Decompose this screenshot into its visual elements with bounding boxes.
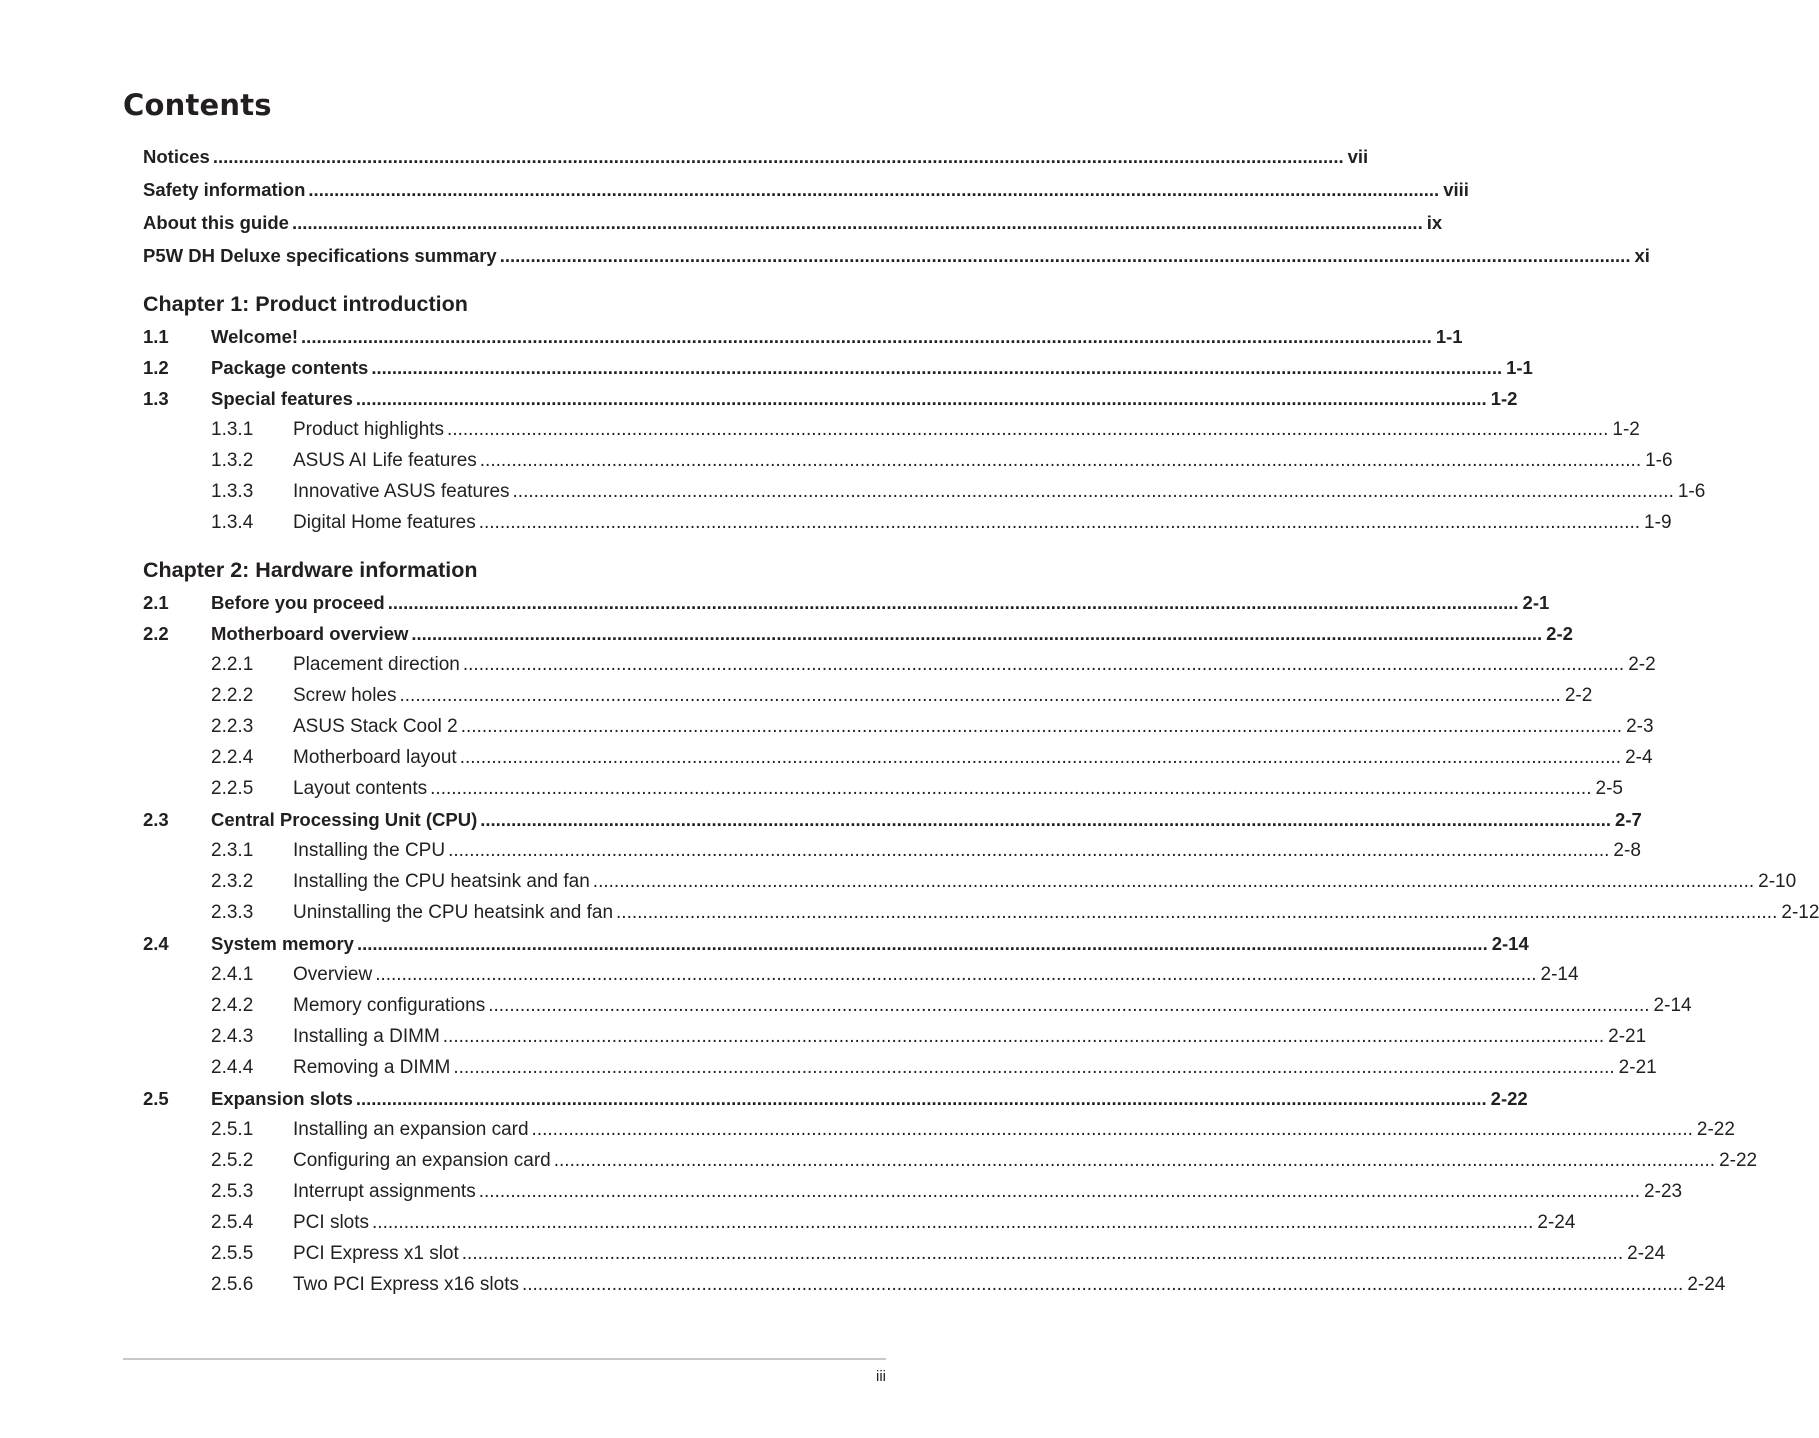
toc-entry-label: Two PCI Express x16 slots [293,1274,519,1295]
toc-entry-number: 2.4 [143,933,169,954]
toc-entry-page: 2-7 [1615,809,1642,830]
toc-entry-page: vii [1347,146,1369,167]
dot-leader: ............................................................................................................................................................................................................................ [448,840,1610,861]
toc-entry-number: 2.4.3 [211,1026,254,1047]
toc-entry-page: xi [1634,245,1650,266]
toc-entry-label: About this guide [143,212,289,233]
dot-leader: ............................................................................................................................................................................................................................ [212,146,1344,167]
dot-leader: ............................................................................................................................................................................................................................ [479,450,1642,471]
toc-entry-number: 2.3.3 [211,902,254,923]
toc-entry-page: 2-2 [1628,654,1656,675]
toc-entry-number: 1.3.3 [211,481,254,502]
chapter-heading[interactable]: Chapter 1: Product introduction [143,292,468,316]
toc-entry-label: PCI Express x1 slot [293,1243,459,1264]
dot-leader: ............................................................................................................................................................................................................................ [375,964,1537,985]
toc-entry-label: Layout contents [293,778,428,799]
chapter-entries [143,321,1706,538]
toc-entry-number: 2.4.1 [211,964,254,985]
toc-section-entry[interactable] [143,383,1518,414]
dot-leader: ............................................................................................................................................................................................................................ [592,871,1755,892]
toc-subsection-entry[interactable] [143,1021,1647,1052]
dot-leader: ............................................................................................................................................................................................................................ [442,1026,1605,1047]
toc-entry-number: 2.5.2 [211,1150,254,1171]
toc-entry-number: 1.3 [143,388,169,409]
toc-subsection-entry[interactable] [143,1114,1735,1145]
toc-entry-page: 2-12 [1781,902,1819,923]
toc-entry-page: 2-14 [1653,995,1692,1016]
toc-section-entry[interactable] [143,928,1529,959]
toc-entry-number: 1.3.1 [211,419,254,440]
toc-entry-page: 2-24 [1627,1243,1666,1264]
dot-leader: ............................................................................................................................................................................................................................ [616,902,1778,923]
toc-entry-page: 2-21 [1608,1026,1647,1047]
toc-entry-page: 1-2 [1612,419,1640,440]
toc-section-entry[interactable] [143,804,1642,835]
toc-entry-number: 2.3 [143,809,169,830]
dot-leader: ............................................................................................................................................................................................................................ [411,623,1543,644]
toc-entry-label: Installing the CPU [293,840,446,861]
dot-leader: ............................................................................................................................................................................................................................ [356,933,1488,954]
toc-entry-page: 2-8 [1613,840,1641,861]
toc-entry[interactable] [143,173,1469,206]
toc-entry-label: ASUS AI Life features [293,450,477,471]
toc-entry-number: 2.5 [143,1088,169,1109]
toc-entry-label: Installing a DIMM [293,1026,440,1047]
toc-entry-page: 1-6 [1645,450,1673,471]
toc-subsection-entry[interactable] [143,866,1797,897]
toc-subsection-entry[interactable] [143,1207,1576,1238]
toc-entry-page: 1-1 [1435,326,1463,347]
toc-entry-label: Digital Home features [293,512,476,533]
toc-entry-page: 2-10 [1758,871,1797,892]
toc-subsection-entry[interactable] [143,445,1673,476]
toc-entry-number: 2.5.1 [211,1119,254,1140]
chapter-1-section [143,287,1706,538]
toc-section-entry[interactable] [143,321,1463,352]
toc-subsection-entry[interactable] [143,649,1656,680]
toc-subsection-entry[interactable] [143,835,1641,866]
toc-entry-label: Memory configurations [293,995,486,1016]
toc-entry-label: Central Processing Unit (CPU) [211,809,478,830]
toc-entry-number: 2.2 [143,623,169,644]
toc-entry-label: ASUS Stack Cool 2 [293,716,458,737]
dot-leader: ............................................................................................................................................................................................................................ [462,654,1625,675]
toc-entry-label: Motherboard layout [293,747,457,768]
toc-section-entry[interactable] [143,352,1533,383]
toc-entry-number: 1.3.2 [211,450,254,471]
footer-divider [123,1358,886,1360]
toc-subsection-entry[interactable] [143,959,1579,990]
toc-subsection-entry[interactable] [143,990,1692,1021]
toc-subsection-entry[interactable] [143,507,1672,538]
toc-entry-label: Installing the CPU heatsink and fan [293,871,590,892]
dot-leader: ............................................................................................................................................................................................................................ [308,179,1440,200]
toc-entry-page: 2-24 [1687,1274,1726,1295]
dot-leader: ............................................................................................................................................................................................................................ [460,716,1623,737]
chapter-2-section [143,553,1819,1300]
toc-entry-label: Screw holes [293,685,397,706]
toc-subsection-entry[interactable] [143,680,1593,711]
toc-entry-page: 2-23 [1644,1181,1683,1202]
dot-leader: ............................................................................................................................................................................................................................ [430,778,1592,799]
toc-section-entry[interactable] [143,1083,1528,1114]
toc-entry[interactable] [143,140,1369,173]
toc-entry-page: 2-14 [1540,964,1579,985]
dot-leader: ............................................................................................................................................................................................................................ [478,512,1641,533]
toc-entry[interactable] [143,239,1650,272]
toc-subsection-entry[interactable] [143,414,1640,445]
dot-leader: ............................................................................................................................................................................................................................ [478,1181,1641,1202]
toc-entry-number: 1.3.4 [211,512,254,533]
toc-entry-label: Before you proceed [211,592,385,613]
toc-entry-number: 2.2.1 [211,654,254,675]
toc-entry-label: Special features [211,388,353,409]
toc-entry-page: 2-3 [1626,716,1654,737]
dot-leader: ............................................................................................................................................................................................................................ [488,995,1650,1016]
dot-leader: ............................................................................................................................................................................................................................ [372,1212,1534,1233]
dot-leader: ............................................................................................................................................................................................................................ [531,1119,1693,1140]
dot-leader: ............................................................................................................................................................................................................................ [291,212,1423,233]
toc-entry-number: 2.2.4 [211,747,254,768]
toc-subsection-entry[interactable] [143,711,1654,742]
toc-subsection-entry[interactable] [143,1052,1657,1083]
dot-leader: ............................................................................................................................................................................................................................ [521,1274,1684,1295]
toc-entry-label: P5W DH Deluxe specifications summary [143,245,497,266]
toc-entry-label: Notices [143,146,210,167]
toc-entry-label: Placement direction [293,654,460,675]
toc-entry-number: 2.4.4 [211,1057,254,1078]
toc-subsection-entry[interactable] [143,1145,1758,1176]
chapter-entries [143,587,1819,1300]
dot-leader: ............................................................................................................................................................................................................................ [499,245,1631,266]
toc-entry-page: 1-9 [1644,512,1672,533]
toc-subsection-entry[interactable] [143,897,1819,928]
dot-leader: ............................................................................................................................................................................................................................ [461,1243,1624,1264]
toc-subsection-entry[interactable] [143,1238,1666,1269]
toc-entry-number: 2.5.4 [211,1212,254,1233]
dot-leader: ............................................................................................................................................................................................................................ [512,481,1674,502]
dot-leader: ............................................................................................................................................................................................................................ [480,809,1612,830]
toc-subsection-entry[interactable] [143,773,1623,804]
toc-entry-page: ix [1426,212,1443,233]
toc-entry-label: Uninstalling the CPU heatsink and fan [293,902,614,923]
toc-entry-number: 2.5.6 [211,1274,254,1295]
dot-leader: ............................................................................................................................................................................................................................ [371,357,1503,378]
dot-leader: ............................................................................................................................................................................................................................ [399,685,1561,706]
dot-leader: ............................................................................................................................................................................................................................ [355,1088,1487,1109]
dot-leader: ............................................................................................................................................................................................................................ [453,1057,1615,1078]
toc-entry-label: PCI slots [293,1212,370,1233]
toc-entry-page: viii [1443,179,1469,200]
toc-entry-label: Interrupt assignments [293,1181,476,1202]
chapter-heading[interactable]: Chapter 2: Hardware information [143,558,478,582]
toc-entry-page: 2-24 [1537,1212,1576,1233]
dot-leader: ............................................................................................................................................................................................................................ [301,326,1432,347]
toc-entry-number: 1.1 [143,326,169,347]
toc-entry-page: 2-14 [1491,933,1529,954]
toc-entry-label: Innovative ASUS features [293,481,510,502]
toc-entry-page: 2-5 [1595,778,1623,799]
toc-entry-page: 1-2 [1490,388,1518,409]
front-matter-list [143,140,1650,272]
toc-entry-label: Expansion slots [211,1088,353,1109]
page-title: Contents [123,88,272,122]
toc-entry-label: Package contents [211,357,369,378]
toc-section-entry[interactable] [143,587,1550,618]
dot-leader: ............................................................................................................................................................................................................................ [553,1150,1716,1171]
toc-entry-number: 1.2 [143,357,169,378]
dot-leader: ............................................................................................................................................................................................................................ [387,592,1519,613]
toc-subsection-entry[interactable] [143,476,1706,507]
toc-entry-number: 2.4.2 [211,995,254,1016]
toc-entry-page: 2-2 [1546,623,1573,644]
toc-entry-page: 2-22 [1490,1088,1528,1109]
dot-leader: ............................................................................................................................................................................................................................ [447,419,1609,440]
toc-entry-page: 2-2 [1564,685,1593,706]
toc-subsection-entry[interactable] [143,742,1653,773]
toc-entry-number: 2.2.2 [211,685,254,706]
toc-entry-label: Product highlights [293,419,445,440]
toc-entry-number: 2.3.1 [211,840,254,861]
toc-entry-page: 1-1 [1506,357,1533,378]
dot-leader: ............................................................................................................................................................................................................................ [355,388,1487,409]
toc-entry-label: System memory [211,933,354,954]
toc-section-entry[interactable] [143,618,1573,649]
page-number: iii [876,1368,886,1385]
toc-entry-label: Welcome! [211,326,299,347]
toc-entry-label: Motherboard overview [211,623,409,644]
toc-entry-page: 2-22 [1719,1150,1758,1171]
toc-entry-label: Safety information [143,179,306,200]
toc-entry-page: 1-6 [1677,481,1706,502]
toc-entry-number: 2.5.3 [211,1181,254,1202]
toc-entry-number: 2.2.5 [211,778,254,799]
toc-entry-page: 2-1 [1522,592,1550,613]
dot-leader: ............................................................................................................................................................................................................................ [459,747,1622,768]
toc-entry-page: 2-21 [1618,1057,1657,1078]
toc-subsection-entry[interactable] [143,1176,1683,1207]
toc-entry-label: Overview [293,964,373,985]
toc-entry-page: 2-22 [1696,1119,1735,1140]
toc-entry-number: 2.3.2 [211,871,254,892]
toc-entry-label: Installing an expansion card [293,1119,529,1140]
toc-entry-number: 2.1 [143,592,169,613]
toc-entry-page: 2-4 [1625,747,1653,768]
toc-entry-label: Configuring an expansion card [293,1150,551,1171]
toc-entry-number: 2.2.3 [211,716,254,737]
toc-entry-number: 2.5.5 [211,1243,254,1264]
toc-entry[interactable] [143,206,1443,239]
toc-subsection-entry[interactable] [143,1269,1726,1300]
toc-entry-label: Removing a DIMM [293,1057,451,1078]
